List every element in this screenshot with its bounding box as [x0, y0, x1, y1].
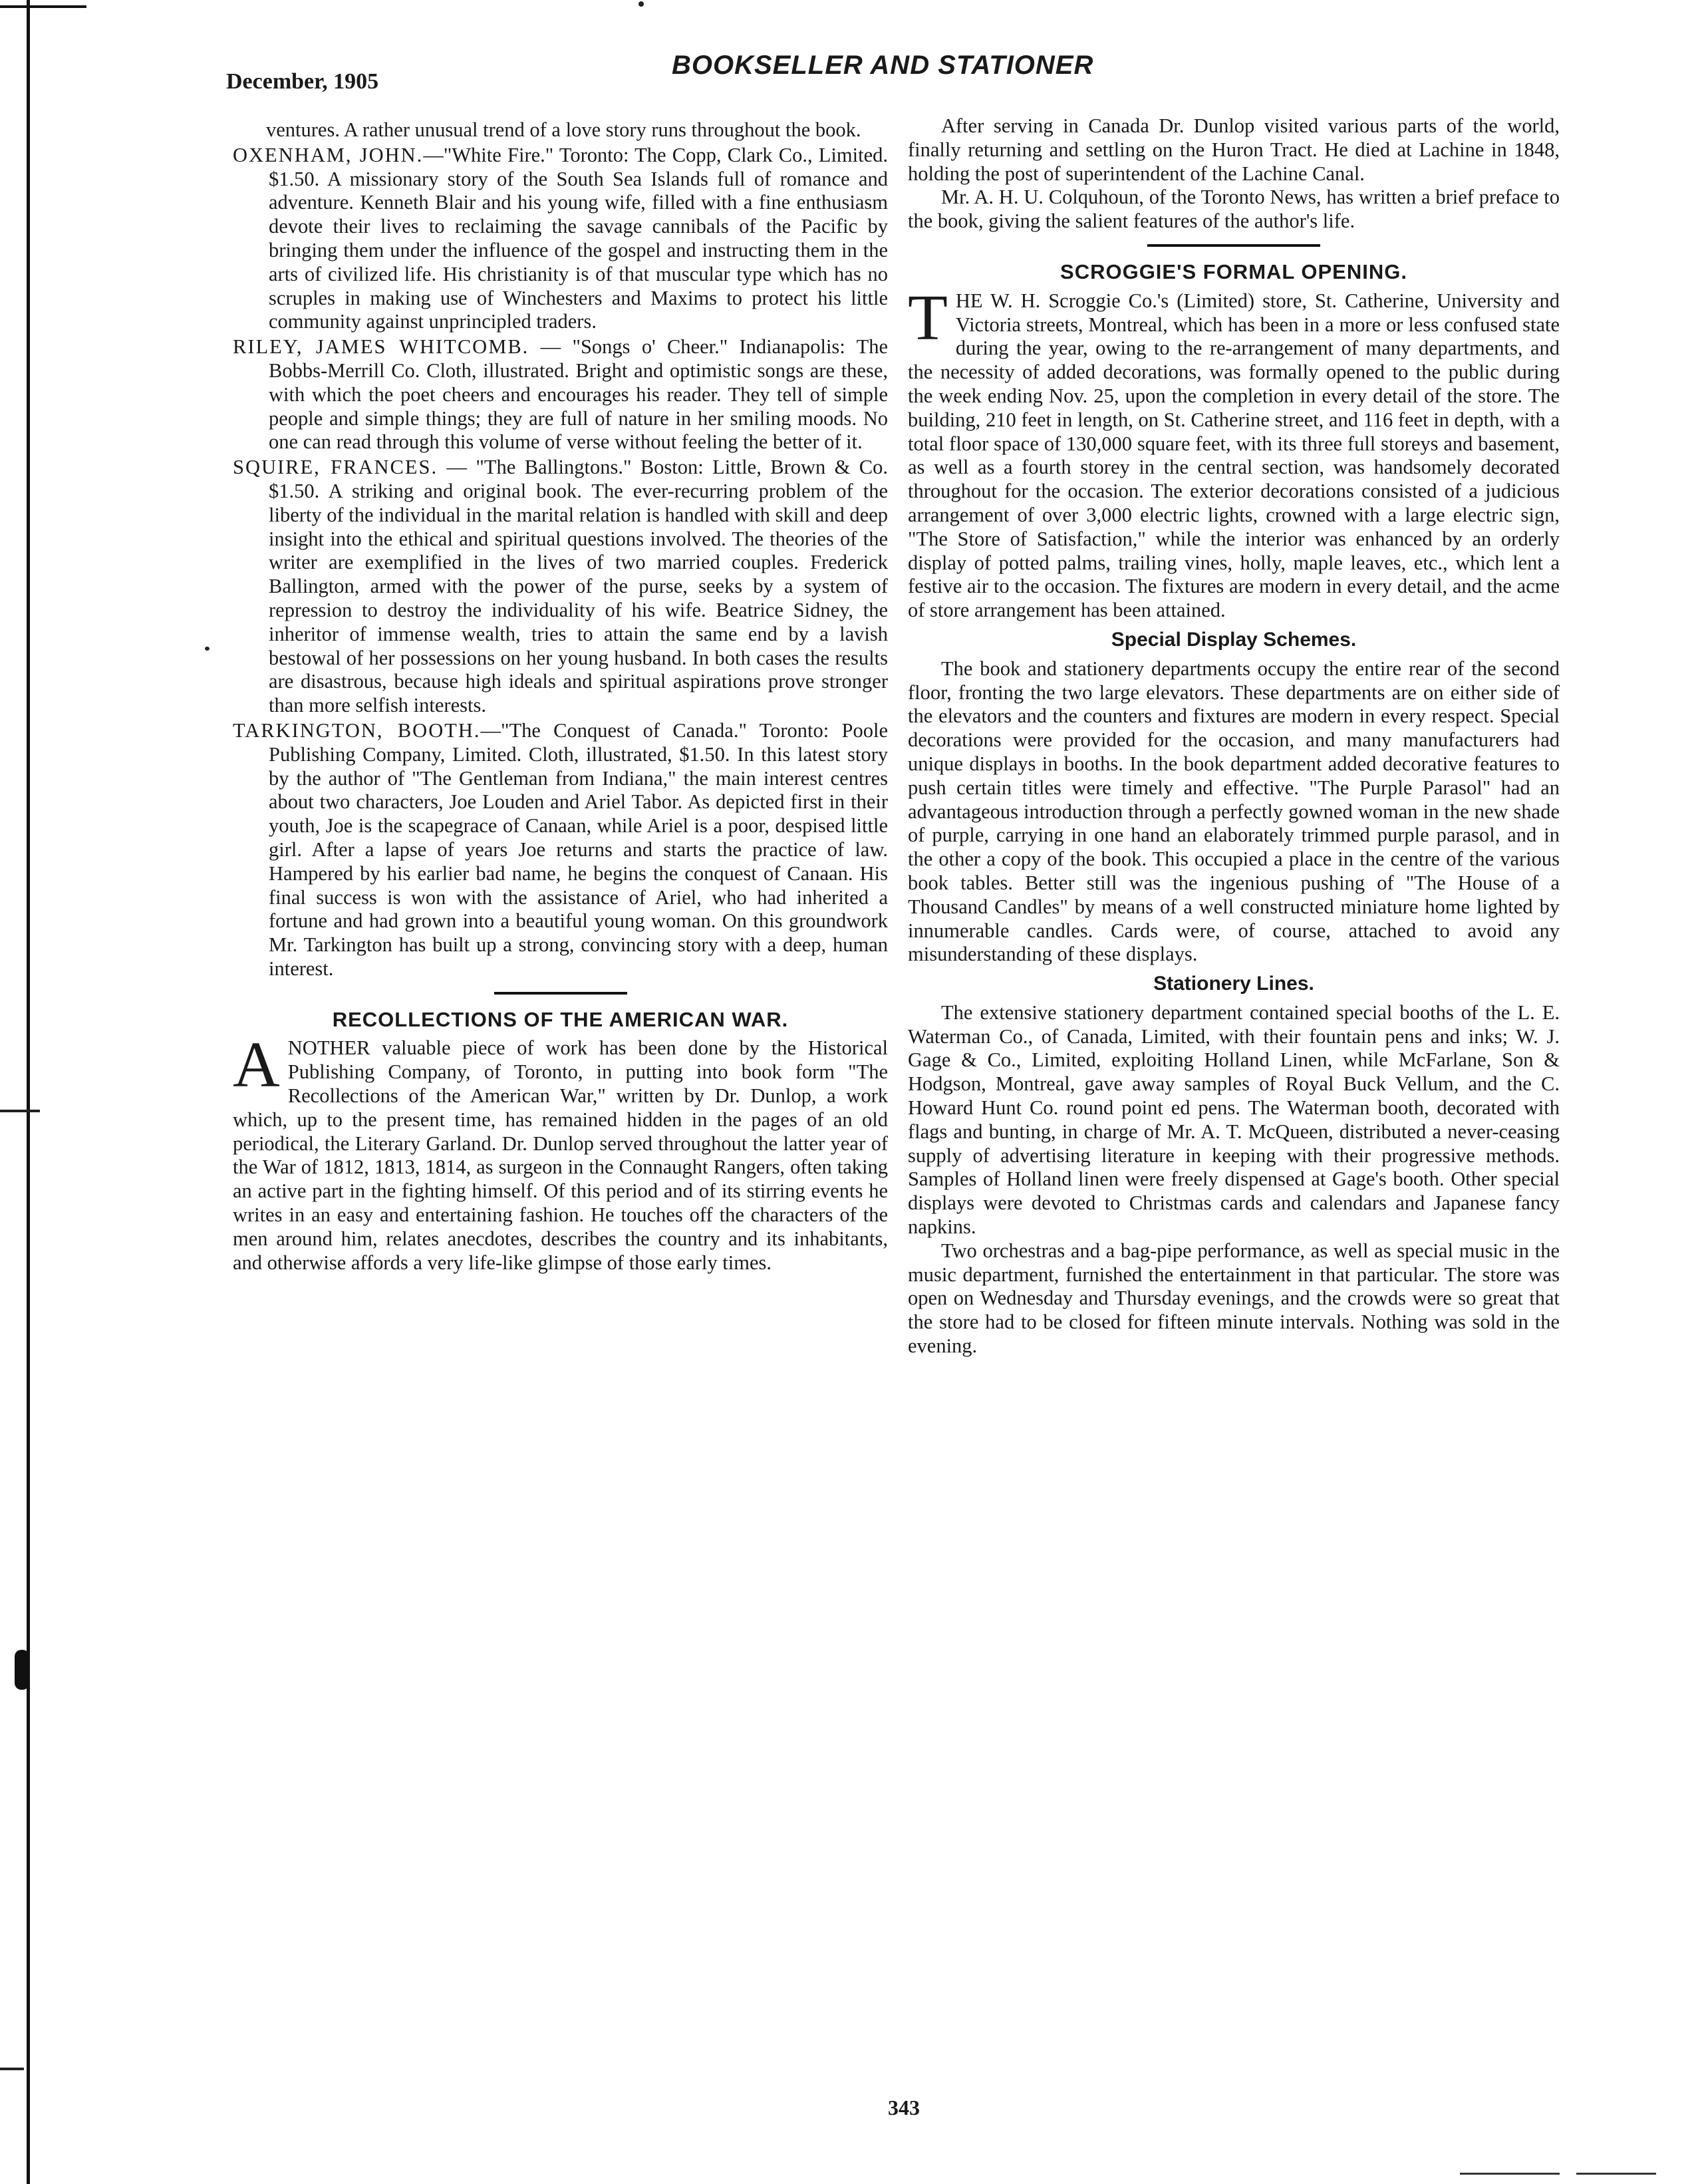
continued-paragraph: ventures. A rather unusual trend of a love story runs throughout the book.: [266, 118, 861, 141]
binding-edge-line: [27, 0, 30, 2184]
header-date: December, 1905: [226, 69, 379, 94]
article-paragraph: Two orchestras and a bag-pipe performance, as well as special music in the music department, furnished the entertainment in that particular. The store was open on Wednesday and Thursday evenings, and the crowds were so great that the store had to be closed for fifteen minute intervals. Nothing was sold in the evening.: [908, 1239, 1560, 1358]
scan-speck: [205, 647, 210, 651]
section-divider: [1147, 244, 1320, 247]
entry-author: TARKINGTON, BOOTH.: [233, 718, 481, 742]
book-entry: [233, 719, 888, 981]
book-entry: [233, 144, 888, 334]
scan-mark: [1576, 2173, 1656, 2175]
entry-author: SQUIRE, FRANCES.: [233, 456, 438, 479]
scan-mark: [1460, 2173, 1560, 2175]
article-paragraph: [908, 281, 1560, 623]
drop-cap: T: [908, 281, 948, 354]
article-paragraph: [233, 1029, 888, 1275]
entry-author: OXENHAM, JOHN.: [233, 143, 424, 166]
binding-mark: [0, 2068, 24, 2070]
page-number: 343: [888, 2096, 920, 2119]
article-paragraph: The book and stationery departments occupy the entire rear of the second floor, fronting the two large elevators. These departments are on either side of the elevators and the counters and fixtures are modern in every respect. Special decorations were provided for the occasion, and many manufacturers had unique displays in booths. In the book department added decorative features to push certain titles were timely and effective. "The Purple Parasol" had an advantageous introduction through a perfectly gowned woman in the new shade of purple, carrying in one hand an elaborately trimmed purple parasol, and in the other a copy of the book. This occupied a place in the centre of the various book tables. Better still was the ingenious pushing of "The House of a Thousand Candles" by means of a well constructed miniature home lighted by innumerable candles. Cards were, of course, attached to avoid any misunderstanding of these displays.: [908, 657, 1560, 966]
article-heading: SCROGGIE'S FORMAL OPENING.: [1060, 259, 1407, 283]
article-paragraph: The extensive stationery department contained special booths of the L. E. Waterman Co., of Canada, Limited, with their fountain pens and inks; W. J. Gage & Co., Limited, exploiting Holland Linen, while McFarlane, Son & Hodgson, Montreal, gave away samples of Royal Buck Vellum, and the C. Howard Hunt Co. round point ed pens. The Waterman booth, decorated with flags and bunting, in charge of Mr. A. T. McQueen, distributed a never-ceasing supply of advertising literature in keeping with their progressive methods. Samples of Holland linen were freely dispensed at Gage's booth. Other special displays were devoted to Christmas cards and calendars and Japanese fancy napkins.: [908, 1001, 1560, 1239]
right-column: [908, 114, 1560, 1358]
book-entry: [233, 456, 888, 718]
section-subheading: Special Display Schemes.: [1111, 628, 1357, 651]
section-subheading: Stationery Lines.: [1153, 973, 1314, 995]
continued-paragraph: After serving in Canada Dr. Dunlop visited various parts of the world, finally returning and settling on the Huron Tract. He died at Lachine in 1848, holding the post of superintendent of the Lachine Canal.: [908, 114, 1560, 185]
article-heading: RECOLLECTIONS OF THE AMERICAN WAR.: [332, 1007, 789, 1031]
entry-text: —"The Conquest of Canada." Toronto: Poole Publishing Company, Limited. Cloth, illustrated, $1.50. In this latest story by the author of "The Gentleman from Indiana," the main interest centres about two characters, Joe Louden and Ariel Tabor. As depicted first in their youth, Joe is the scapegrace of Canaan, while Ariel is a poor, despised little girl. After a lapse of years Joe returns and starts the practice of law. Hampered by his earlier bad name, he begins the conquest of Canaan. His final success is won with the assistance of Ariel, who had inherited a fortune and had grown into a beautiful young woman. On this groundwork Mr. Tarkington has built up a strong, convincing story with a deep, human interest.: [269, 718, 888, 980]
scan-speck: [638, 1, 644, 7]
book-entry: [233, 335, 888, 454]
header-title: BOOKSELLER AND STATIONER: [672, 51, 1094, 80]
drop-cap: A: [233, 1029, 280, 1102]
left-column: [233, 118, 888, 1275]
entry-text: — "The Ballingtons." Boston: Little, Brown & Co. $1.50. A striking and original book. The ever-recurring problem of the liberty of the individual in the marital relation is handled with skill and deep insight into the ethical and spiritual questions involved. The theories of the writer are exemplified in the lives of two married couples. Frederick Ballington, armed with the power of the purse, seeks by a system of repression to destroy the individuality of his wife. Beatrice Sidney, the inheritor of immense wealth, tries to attain the same end by a lavish bestowal of her possessions on her young husband. In both cases the results are disastrous, because high ideals and spiritual aspirations prove stronger than more selfish interests.: [269, 456, 889, 717]
section-divider: [494, 992, 627, 995]
continued-paragraph: Mr. A. H. U. Colquhoun, of the Toronto News, has written a brief preface to the book, giving the salient features of the author's life.: [908, 186, 1560, 233]
binding-top-mark: [0, 5, 86, 8]
article-text: HE W. H. Scroggie Co.'s (Limited) store, St. Catherine, University and Victoria streets, Montreal, which has been in a more or less confused state during the year, owing to the re-arrangement of many departments, and the necessity of added decorations, was formally opened to the public during the week ending Nov. 25, upon the completion in every detail of the store. The building, 210 feet in length, on St. Catherine street, and 116 feet in depth, with a total floor space of 130,000 square feet, with its three full storeys and basement, as well as a fourth storey in the central section, was handsomely decorated throughout for the occasion. The exterior decorations consisted of a judicious arrangement of over 3,000 electric lights, crowned with a large electric sign, "The Store of Satisfaction," while the interior was enhanced by an orderly display of potted palms, trailing vines, holly, maple leaves, etc., which lent a festive air to the occasion. The fixtures are modern in every detail, and the acme of store arrangement has been attained.: [908, 289, 1560, 622]
entry-text: — "Songs o' Cheer." Indianapolis: The Bobbs-Merrill Co. Cloth, illustrated. Bright and optimistic songs are these, with which the poet cheers and encourages his reader. They tell of simple people and simple things; they are full of nature in her smiling moods. No one can read through this volume of verse without feeling the better of it.: [269, 335, 888, 454]
entry-author: RILEY, JAMES WHITCOMB.: [233, 335, 529, 359]
binding-mark: [0, 1110, 40, 1112]
article-text: NOTHER valuable piece of work has been done by the Historical Publishing Company, of Toronto, in putting into book form "The Recollections of the American War," written by Dr. Dunlop, a work which, up to the present time, has remained hidden in the pages of an old periodical, the Literary Garland. Dr. Dunlop served throughout the latter year of the War of 1812, 1813, 1814, as surgeon in the Connaught Rangers, often taking an active part in the fighting himself. Of this period and of its stirring events he writes in an easy and entertaining fashion. He touches off the characters of the men around him, relates anecdotes, describes the country and its inhabitants, and otherwise affords a very life-like glimpse of those early times.: [233, 1036, 888, 1274]
binding-mark: [15, 1650, 29, 1690]
entry-text: —"White Fire." Toronto: The Copp, Clark Co., Limited. $1.50. A missionary story of the South Sea Islands full of romance and adventure. Kenneth Blair and his young wife, filled with a fine enthusiasm devote their lives to reclaiming the savage cannibals of the Pacific by bringing them under the influence of the gospel and instructing them in the arts of civilized life. His christianity is of that muscular type which has no scruples in making use of Winchesters and Maxims to protect his little community against unprincipled traders.: [269, 143, 888, 333]
